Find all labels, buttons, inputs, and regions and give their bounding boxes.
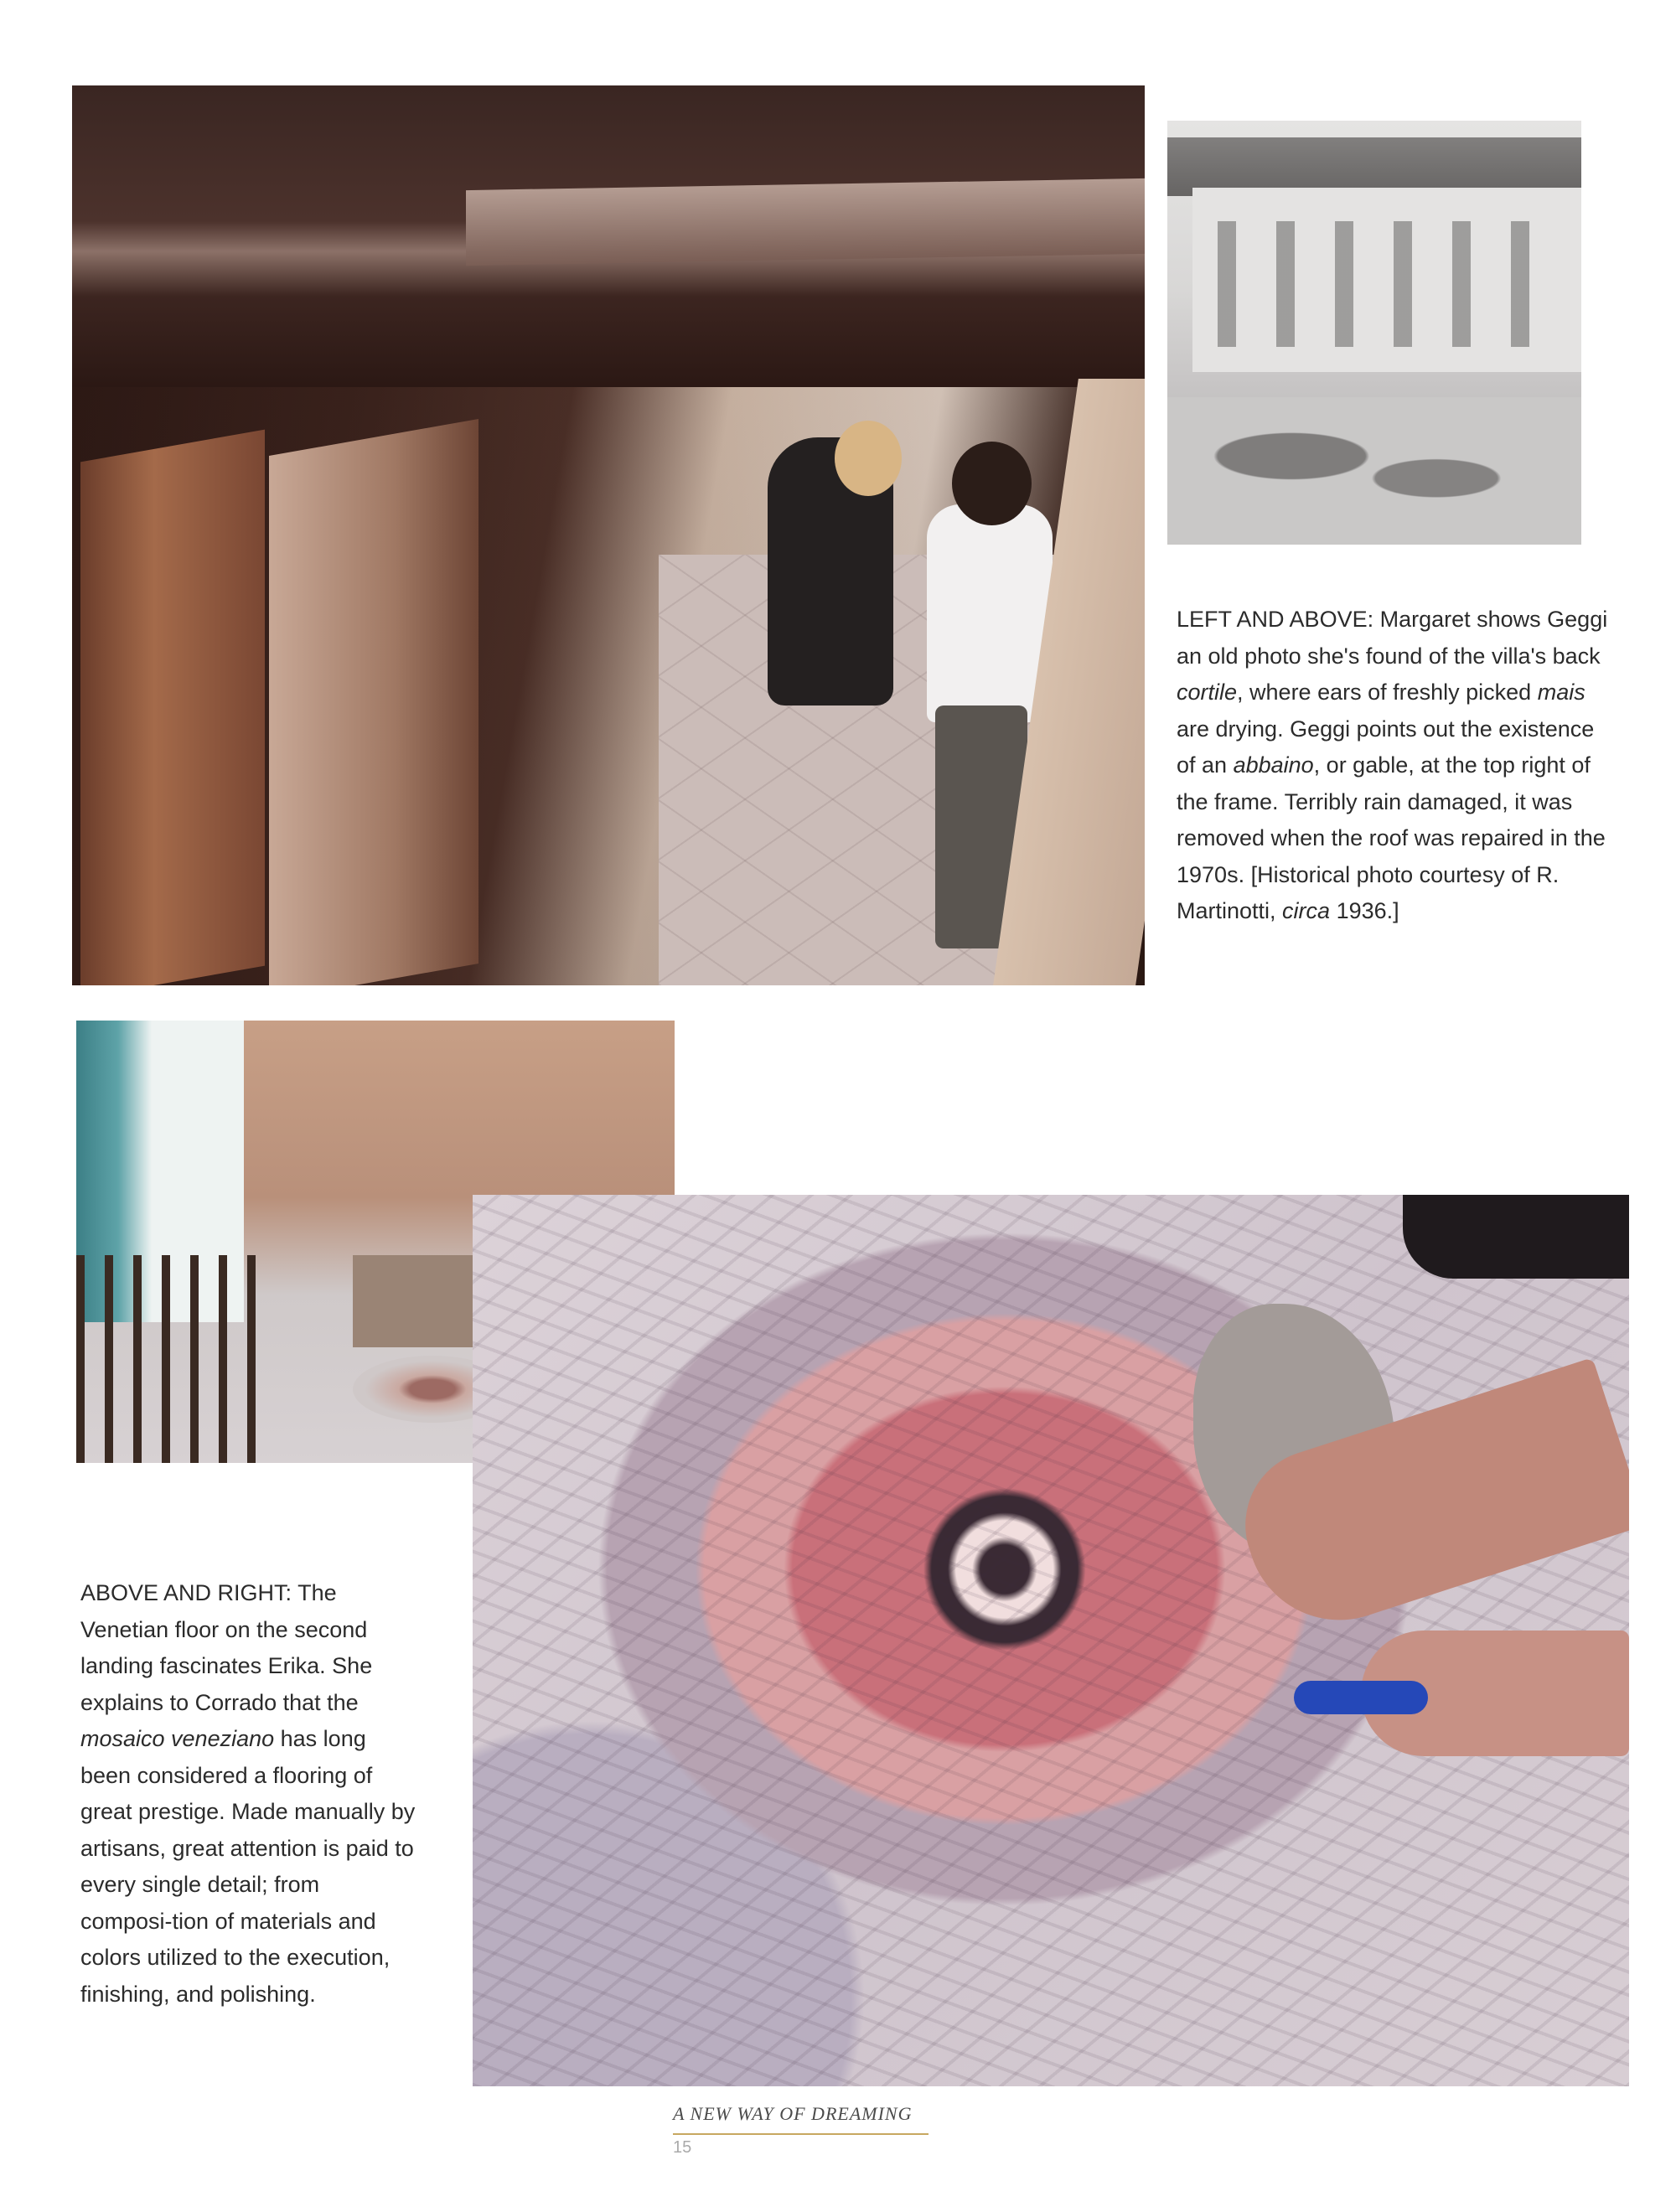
photo-historic-courtyard [1167,121,1581,545]
footer-rule [673,2133,929,2135]
photo-mosaic-closeup [473,1195,1629,2086]
caption-lead: ABOVE AND RIGHT: The Venetian floor on the second landing fascinates Erika. She explains to Corrado that the [80,1580,373,1715]
door-panel-left [80,430,265,985]
caption-text: , where ears of freshly picked [1237,680,1538,705]
man-shirt [927,504,1053,722]
caption-text: , or gable, at the top right of the frame. Terribly rain damaged, it was removed when the roof was repaired in the 1970s. [Historical photo courtesy of R. Martinotti, [1177,752,1606,923]
page-number: 15 [673,2138,692,2157]
caption-above-and-right [80,1575,416,2013]
italic-term: cortile [1177,680,1238,705]
caption-lead: LEFT AND ABOVE: Margaret shows Geggi an old photo she's found of the villa's back [1177,607,1608,669]
caption-text [80,1575,416,2013]
photo-stair-landing [72,85,1145,985]
door-panel-inner [269,419,478,985]
spray-bottle [1294,1681,1428,1714]
italic-term: mais [1537,680,1585,705]
italic-term: abbaino [1233,752,1314,778]
italic-term: mosaico veneziano [80,1726,275,1751]
dark-sleeve [1403,1195,1629,1279]
facade-windows [1218,221,1570,347]
caption-text: 1936.] [1330,898,1399,923]
running-footer-title: A NEW WAY OF DREAMING [673,2103,913,2124]
woman-head [835,421,902,496]
beam-highlight [466,178,1145,266]
caption-left-and-above [1177,602,1612,930]
caption-text: has long been considered a flooring of great prestige. Made manually by artisans, great attention is paid to every single detail; from composi-tion of materials and colors utilized to the execution, finishing, and polishing. [80,1726,416,2007]
courtyard-ground [1167,397,1581,545]
caption-text [1177,602,1612,930]
stair-railing [76,1255,269,1463]
man-head [952,442,1032,525]
caption-text: are drying. Geggi points out the existence of an [1177,716,1595,778]
italic-term: circa [1282,898,1331,923]
